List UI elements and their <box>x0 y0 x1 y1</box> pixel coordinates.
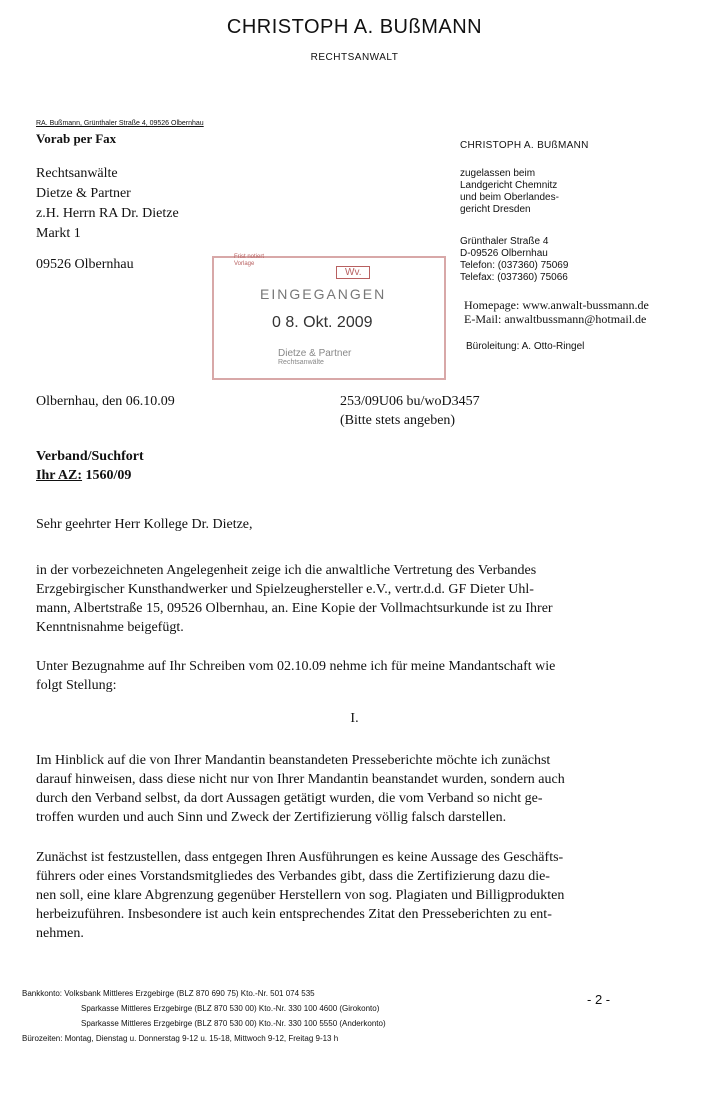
text-line: Zunächst ist festzustellen, dass entgegen Ihren Ausführungen es keine Aussage des Geschäfts- <box>36 850 564 865</box>
recipient-line: z.H. Herrn RA Dr. Dietze <box>36 206 179 221</box>
letterhead-title: RECHTSANWALT <box>310 52 399 63</box>
text-line: nen soll, eine klare Abgrenzung gegenüber Herstellern von sog. Plagiaten und Billigprodukten <box>36 888 565 903</box>
stamp-wv-box: Wv. <box>336 266 370 279</box>
footer-bank-1 <box>22 986 315 1001</box>
recipient-city: 09526 Olbernhau <box>36 257 134 272</box>
address-line: Telefon: (037360) 75069 <box>460 260 569 271</box>
email-link[interactable]: E-Mail: anwaltbussmann@hotmail.de <box>464 312 647 326</box>
stamp-received-label: EINGEGANGEN <box>260 286 387 302</box>
return-address: RA. Bußmann, Grünthaler Straße 4, 09526 Olbernhau <box>36 120 204 127</box>
text-line: führers oder eines Vorstandsmitgliedes des Verbandes gibt, dass die Zertifizierung dazu die- <box>36 869 550 884</box>
admission-line: und beim Oberlandes- <box>460 192 559 203</box>
text-line: nehmen. <box>36 926 84 941</box>
homepage-link[interactable]: Homepage: www.anwalt-bussmann.de <box>464 298 649 312</box>
page-number: - 2 - <box>587 992 611 1007</box>
subject-block <box>36 447 144 485</box>
text-line: herbeizuführen. Insbesondere ist auch kein entsprechendes Zitat den Presseberichten zu ent- <box>36 907 552 922</box>
section-number: I. <box>350 711 359 726</box>
office-manager: Büroleitung: A. Otto-Ringel <box>466 341 585 352</box>
address-line: Grünthaler Straße 4 <box>460 236 549 247</box>
paragraph-3 <box>36 751 684 827</box>
text-line: Kenntnisnahme beigefügt. <box>36 620 184 635</box>
salutation: Sehr geehrter Herr Kollege Dr. Dietze, <box>36 517 253 532</box>
address-line: D-09526 Olbernhau <box>460 248 548 259</box>
text-line: Im Hinblick auf die von Ihrer Mandantin beanstandeten Presseberichte möchte ich zunächst <box>36 753 551 768</box>
stamp-firm-sub: Rechtsanwälte <box>278 359 324 366</box>
sender-name: CHRISTOPH A. BUßMANN <box>460 140 589 151</box>
text-line: in der vorbezeichneten Angelegenheit zeige ich die anwaltliche Vertretung des Verbandes <box>36 563 537 578</box>
text-line: durch den Verband selbst, da dort Aussagen getätigt wurden, die vom Verband so nicht ge- <box>36 791 543 806</box>
paragraph-1 <box>36 561 684 637</box>
stamp-firm-name: Dietze & Partner <box>278 348 352 359</box>
footer-bank-2: Sparkasse Mittleres Erzgebirge (BLZ 870 530 00) Kto.-Nr. 330 100 4600 (Girokonto) <box>81 1004 380 1013</box>
recipient-line: Markt 1 <box>36 226 81 241</box>
text-line: Unter Bezugnahme auf Ihr Schreiben vom 02.10.09 nehme ich für meine Mandantschaft wie <box>36 659 556 674</box>
text-line: Erzgebirgischer Kunsthandwerker und Spielzeughersteller e.V., vertr.d.d. GF Dieter Uhl- <box>36 582 534 597</box>
stamp-small-text: Frist notiert Vorlage <box>234 254 265 267</box>
stamp-date: 0 8. Okt. 2009 <box>272 314 373 331</box>
reference-number: 253/09U06 bu/woD3457 <box>340 394 480 409</box>
sender-web <box>464 298 649 326</box>
recipient-line: Dietze & Partner <box>36 186 131 201</box>
admission-line: zugelassen beim <box>460 168 536 179</box>
footer-office-hours: Bürozeiten: Montag, Dienstag u. Donnerstag 9-12 u. 15-18, Mittwoch 9-12, Freitag 9-13 h <box>22 1034 339 1043</box>
address-line: Telefax: (037360) 75066 <box>460 272 568 283</box>
bank-line: Volksbank Mittleres Erzgebirge (BLZ 870 690 75) Kto.-Nr. 501 074 535 <box>64 989 315 998</box>
subject-az <box>36 466 144 485</box>
recipient-block <box>36 164 179 244</box>
text-line: folgt Stellung: <box>36 678 117 693</box>
subject-title: Verband/Suchfort <box>36 449 144 464</box>
reference-note: (Bitte stets angeben) <box>340 413 456 428</box>
paragraph-4 <box>36 848 684 943</box>
recipient-line: Rechtsanwälte <box>36 166 118 181</box>
admission-line: Landgericht Chemnitz <box>460 180 558 191</box>
sender-address <box>460 236 568 284</box>
reference-block <box>340 392 480 430</box>
bank-label: Bankkonto: <box>22 989 63 998</box>
text-line: darauf hinweisen, dass diese nicht nur von Ihrer Mandantin beanstandet wurden, sondern auch <box>36 772 565 787</box>
sender-admission <box>460 168 559 216</box>
az-value: 1560/09 <box>85 468 132 483</box>
place-date: Olbernhau, den 06.10.09 <box>36 394 175 409</box>
admission-line: gericht Dresden <box>460 204 531 215</box>
paragraph-2 <box>36 657 684 695</box>
text-line: mann, Albertstraße 15, 09526 Olbernhau, an. Eine Kopie der Vollmachtsurkunde ist zu Ihrer <box>36 601 553 616</box>
delivery-note: Vorab per Fax <box>36 131 117 146</box>
letterhead-name: CHRISTOPH A. BUßMANN <box>226 16 483 38</box>
stamp-firm <box>278 348 351 366</box>
az-label: Ihr AZ: <box>36 468 83 483</box>
footer-bank-3: Sparkasse Mittleres Erzgebirge (BLZ 870 530 00) Kto.-Nr. 330 100 5550 (Anderkonto) <box>81 1019 386 1028</box>
text-line: troffen wurden und auch Sinn und Zweck der Zertifizierung völlig falsch darstellen. <box>36 810 507 825</box>
